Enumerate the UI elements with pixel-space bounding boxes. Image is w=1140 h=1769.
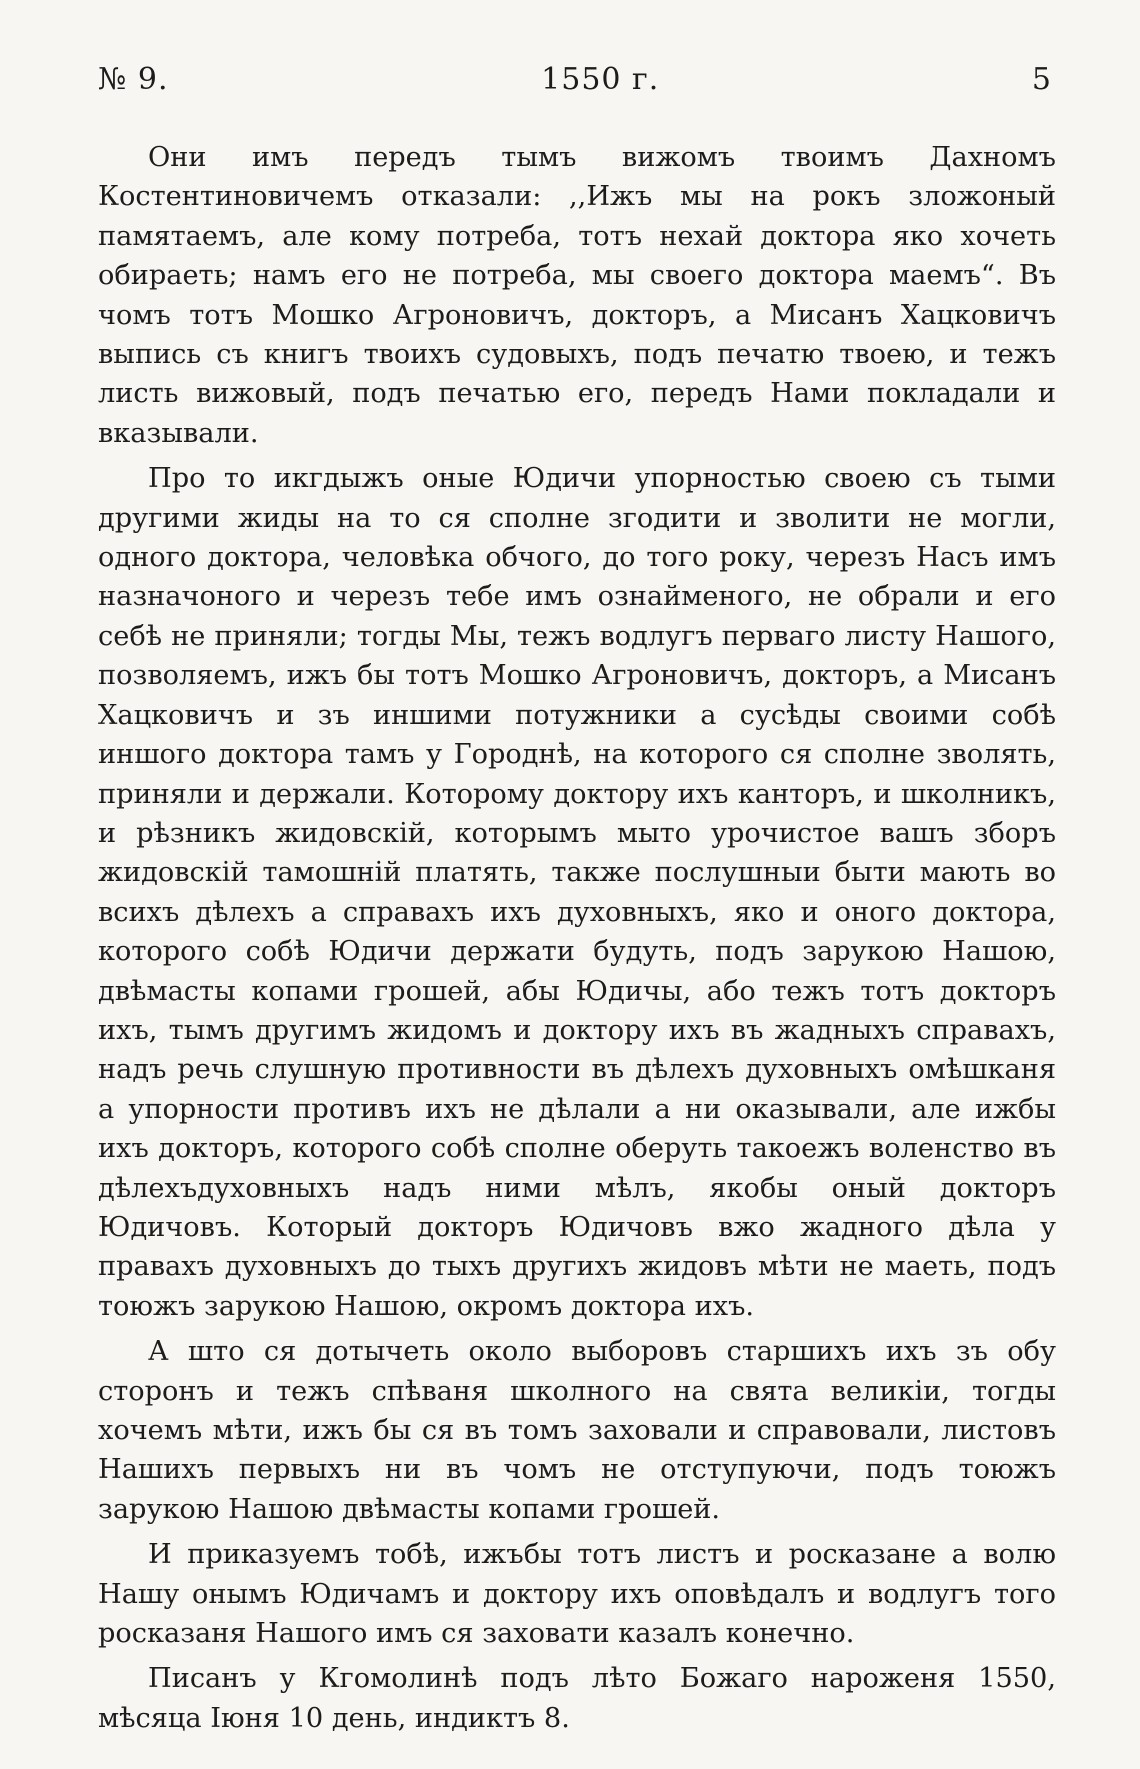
paragraph-3: А што ся дотычеть около выборовъ старшихъ ихъ зъ обу сторонъ и тежъ спѣваня школного на свята великіи, тогды хочемъ мѣти, ижъ бы ся въ томъ заховали и справовали, листовъ Нашихъ первыхъ ни въ чомъ не отступуючи, подъ тоюжъ зарукою Нашою двѣмасты копами грошей. <box>98 1336 1056 1525</box>
page-number: 5 <box>1031 62 1052 97</box>
paragraph-1: Они имъ передъ тымъ вижомъ твоимъ Дахномъ Костентиновичемъ отказали: ,,Ижъ мы на рокъ зложоный памятаемъ, але кому потреба, тотъ нехай доктора яко хочеть обираеть; намъ его не потреба, мы своего доктора маемъ“. Въ чомъ тотъ Мошко Агроновичъ, докторъ, а Мисанъ Хацковичъ выпись съ книгъ твоихъ судовыхъ, подъ печатю твоею, и тежъ листь вижовый, подъ печатью его, передъ Нами покладали и вказывали. <box>98 142 1056 449</box>
document-body <box>98 138 1056 1738</box>
dating-clause: Писанъ у Кгомолинѣ подъ лѣто Божаго нароженя 1550, мѣсяца Іюня 10 день, индиктъ 8. <box>98 1663 1056 1734</box>
year-heading: 1550 г. <box>541 62 660 97</box>
running-header <box>98 62 1056 114</box>
paragraph-2: Про то икгдыжъ оные Юдичи упорностью своею съ тыми другими жиды на то ся сполне згодити и зволити не могли, одного доктора, человѣка обчого, до того року, черезъ Насъ имъ назначоного и черезъ тебе имъ ознайменого, не обрали и его себѣ не приняли; тогды Мы, тежъ водлугъ перваго листу Нашого, позволяемъ, ижъ бы тотъ Мошко Агроновичъ, докторъ, а Мисанъ Хацковичъ и зъ иншими потужники а сусѣды своими собѣ иншого доктора тамъ у Городнѣ, на которого ся сполне зволять, приняли и держали. Которому доктору ихъ канторъ, и школникъ, и рѣзникъ жидовскій, которымъ мыто урочистое вашъ зборъ жидовскій тамошній платять, также послушныи быти мають во всихъ дѣлехъ а справахъ ихъ духовныхъ, яко и оного доктора, которого собѣ Юдичи держати будуть, подъ зарукою Нашою, двѣмасты копами грошей, абы Юдичы, або тежъ тотъ докторъ ихъ, тымъ другимъ жидомъ и доктору ихъ въ жадныхъ справахъ, надъ речь слушную противности въ дѣлехъ духовныхъ омѣшканя а упорности противъ ихъ не дѣлали а ни оказывали, але ижбы ихъ докторъ, которого собѣ сполне оберуть такоежъ воленство въ дѣлехъдуховныхъ надъ ними мѣлъ, якобы оный докторъ Юдичовъ. Который докторъ Юдичовъ вжо жадного дѣла у правахъ духовныхъ до тыхъ другихъ жидовъ мѣти не маеть, подъ тоюжъ зарукою Нашою, окромъ доктора ихъ. <box>98 463 1056 1322</box>
document-number: № 9. <box>98 62 169 97</box>
paragraph-4: И приказуемъ тобѣ, ижъбы тотъ листъ и росказане а волю Нашу онымъ Юдичамъ и доктору ихъ оповѣдалъ и водлугъ того росказаня Нашого имъ ся заховати казалъ конечно. <box>98 1539 1056 1650</box>
